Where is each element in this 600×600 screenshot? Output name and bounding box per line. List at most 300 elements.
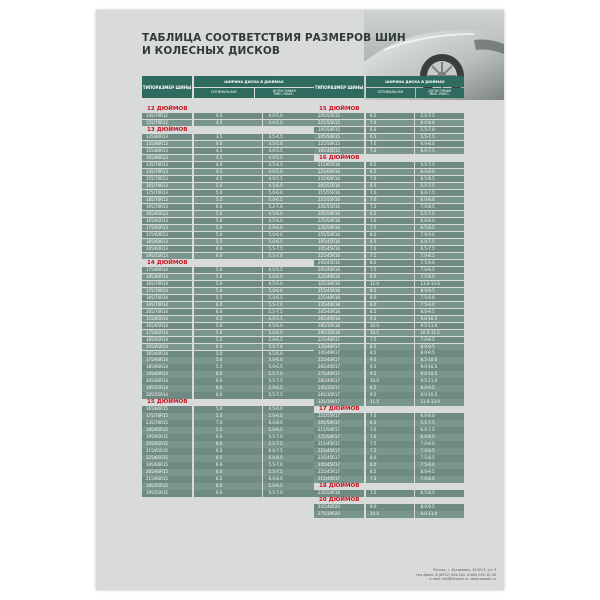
optimal-width-cell: 7.0	[366, 434, 414, 440]
optimal-width-cell: 5.5	[194, 427, 262, 433]
allowed-range-cell: 5.0-6.0	[263, 232, 315, 238]
table-row	[142, 476, 314, 482]
tire-size-cell: 195/60R14	[142, 371, 192, 377]
table-row	[142, 344, 314, 350]
tire-size-cell: 335/35R17	[314, 399, 364, 405]
table-row	[314, 399, 464, 405]
table-row	[142, 483, 314, 489]
table-row	[314, 448, 464, 454]
allowed-range-cell: 4.5-5.5	[263, 267, 315, 273]
optimal-width-cell: 6.5	[366, 183, 414, 189]
tire-size-cell: 255/40R17	[314, 357, 364, 363]
table-row	[142, 462, 314, 468]
table-row	[142, 211, 314, 217]
table-row	[314, 267, 464, 273]
tire-size-cell: 225/45R16	[314, 253, 364, 259]
optimal-width-cell: 6.0	[194, 378, 262, 384]
table-row	[314, 246, 464, 252]
tire-size-cell: 205/60R13	[142, 246, 192, 252]
tire-size-cell: 135/70R13	[142, 162, 192, 168]
optimal-width-cell: 5.0	[194, 281, 262, 287]
section-title: 15 ДЮЙМОВ	[147, 399, 188, 406]
contact-footer	[386, 568, 496, 582]
table-row	[142, 351, 314, 357]
tire-size-cell: 225/45R17	[314, 448, 364, 454]
tire-size-cell: 265/35R17	[314, 392, 364, 398]
optimal-width-cell: 6.0	[194, 392, 262, 398]
optimal-width-cell: 7.0	[366, 427, 414, 433]
allowed-range-cell: 7.5-9.0	[415, 302, 465, 308]
optimal-width-cell: 9.0	[366, 504, 414, 510]
tire-size-cell: 205/55R15	[314, 113, 364, 119]
optimal-width-cell: 4.5	[194, 176, 262, 182]
allowed-range-cell: 5.0-6.5	[263, 295, 315, 301]
optimal-width-cell: 5.0	[194, 406, 262, 412]
table-row	[314, 427, 464, 433]
allowed-range-cell: 6.0-8.0	[263, 455, 315, 461]
table-row	[314, 504, 464, 510]
table-row	[142, 218, 314, 224]
allowed-range-cell: 6.0-8.0	[263, 420, 315, 426]
optimal-width-cell: 10.0	[366, 378, 414, 384]
allowed-range-cell: 6.0-8.0	[415, 141, 465, 147]
optimal-width-cell: 12.0	[366, 281, 414, 287]
tire-size-cell: 255/45R18	[314, 288, 364, 294]
tire-size-cell: 205/50R17	[314, 420, 364, 426]
optimal-width-cell: 7.0	[194, 420, 262, 426]
section-rows	[142, 134, 314, 259]
allowed-range-cell: 5.5-7.5	[415, 162, 465, 168]
header-rim-group: ШИРИНА ДИСКА В ДЮЙМАХ	[194, 76, 314, 87]
section-rows	[314, 113, 464, 154]
allowed-range-cell: 6.0-7.5	[415, 427, 465, 433]
header-tire-size: ТИПОРАЗМЕР ШИНЫ	[314, 76, 364, 98]
footer-address: Россия, г. Астрахань, 414013, ул. 3	[433, 568, 496, 573]
allowed-range-cell: 6.0-8.0	[415, 120, 465, 126]
tire-size-cell: 165/65R13	[142, 211, 192, 217]
optimal-width-cell: 8.0	[366, 302, 414, 308]
table-row	[314, 232, 464, 238]
table-row	[142, 371, 314, 377]
right-table-body	[314, 106, 464, 518]
tire-size-cell: 225/55R15	[314, 120, 364, 126]
tire-size-cell: 195/45R16	[314, 239, 364, 245]
optimal-width-cell: 8.5	[366, 288, 414, 294]
optimal-width-cell: 5.5	[194, 337, 262, 343]
tire-size-cell: 205/55R14	[142, 392, 192, 398]
table-row	[142, 288, 314, 294]
allowed-range-cell: 5.5-7.0	[263, 434, 315, 440]
table-row	[142, 427, 314, 433]
table-row	[314, 413, 464, 419]
section-title: 12 ДЮЙМОВ	[147, 106, 188, 112]
optimal-width-cell: 8.5	[366, 344, 414, 350]
allowed-range-cell: 5.0-6.5	[263, 239, 315, 245]
table-row	[314, 490, 464, 496]
tire-size-cell: 235/60R16	[314, 176, 364, 182]
table-row	[314, 392, 464, 398]
optimal-width-cell: 7.0	[366, 141, 414, 147]
tire-size-cell: 175/60R14	[142, 357, 192, 363]
allowed-range-cell: 8.5-10.0	[415, 357, 465, 363]
optimal-width-cell: 5.0	[194, 225, 262, 231]
optimal-width-cell: 6.0	[194, 441, 262, 447]
optimal-width-cell: 7.0	[366, 176, 414, 182]
optimal-width-cell: 8.5	[366, 385, 414, 391]
table-row	[314, 441, 464, 447]
tire-size-cell: 235/50R18	[314, 490, 364, 496]
tire-size-cell: 185/55R14	[142, 385, 192, 391]
allowed-range-cell: 6.0-8.0	[415, 169, 465, 175]
table-row	[142, 148, 314, 154]
allowed-range-cell: 9.0-10.5	[415, 364, 465, 370]
table-row	[314, 295, 464, 301]
allowed-range-cell: 5.0-6.0	[263, 330, 315, 336]
allowed-range-cell: 7.5-9.0	[415, 274, 465, 280]
table-row	[314, 211, 464, 217]
table-row	[314, 218, 464, 224]
allowed-range-cell: 5.5-7.0	[263, 344, 315, 350]
allowed-range-cell: 3.5-4.5	[263, 162, 315, 168]
tire-size-cell: 275/40R17	[314, 371, 364, 377]
optimal-width-cell: 6.5	[194, 476, 262, 482]
table-row	[142, 232, 314, 238]
allowed-range-cell: 6.5-8.5	[415, 176, 465, 182]
optimal-width-cell: 7.0	[366, 120, 414, 126]
table-row	[314, 309, 464, 315]
table-row	[142, 413, 314, 419]
table-row	[314, 316, 464, 322]
tire-size-cell: 185/60R13	[142, 239, 192, 245]
optimal-width-cell: 6.0	[194, 302, 262, 308]
tire-size-cell: 225/40R17	[314, 337, 364, 343]
allowed-range-cell: 6.0-8.0	[415, 218, 465, 224]
optimal-width-cell: 6.0	[194, 483, 262, 489]
tire-size-cell: 285/35R18	[314, 323, 364, 329]
allowed-range-cell: 5.5-7.5	[415, 134, 465, 140]
tire-size-cell: 215/40R17	[314, 476, 364, 482]
allowed-range-cell: 4.0-5.5	[263, 155, 315, 161]
optimal-width-cell: 6.5	[366, 420, 414, 426]
allowed-range-cell: 10.0-11.5	[415, 330, 465, 336]
optimal-width-cell: 7.0	[366, 413, 414, 419]
right-column	[314, 76, 464, 518]
allowed-range-cell: 7.0-9.0	[415, 232, 465, 238]
allowed-range-cell: 8.0-9.5	[415, 469, 465, 475]
allowed-range-cell: 4.5-6.0	[263, 351, 315, 357]
tire-size-cell: 245/35R17	[314, 385, 364, 391]
tire-size-cell: 265/40R18	[314, 316, 364, 322]
optimal-width-cell: 6.0	[366, 274, 414, 280]
optimal-width-cell: 6.0	[194, 309, 262, 315]
optimal-width-cell: 8.0	[366, 295, 414, 301]
allowed-range-cell: 8.0-9.5	[415, 309, 465, 315]
table-row	[142, 392, 314, 398]
allowed-range-cell: 5.0-6.5	[263, 197, 315, 203]
allowed-range-cell: 3.5-4.5	[263, 134, 315, 140]
tire-size-cell: 325/30R16	[314, 281, 364, 287]
table-row	[142, 155, 314, 161]
allowed-range-cell: 5.0-6.5	[263, 483, 315, 489]
table-row	[142, 295, 314, 301]
optimal-width-cell: 6.0	[194, 385, 262, 391]
table-row	[142, 239, 314, 245]
optimal-width-cell: 7.5	[366, 448, 414, 454]
optimal-width-cell: 6.5	[366, 169, 414, 175]
optimal-width-cell: 5.5	[194, 239, 262, 245]
tire-size-cell: 215/45R17	[314, 441, 364, 447]
allowed-range-cell: 7.0-8.5	[415, 448, 465, 454]
optimal-width-cell: 4.0	[194, 162, 262, 168]
table-row	[142, 162, 314, 168]
optimal-width-cell: 7.0	[366, 148, 414, 154]
allowed-range-cell: 8.0-9.5	[415, 385, 465, 391]
allowed-range-cell: 5.5-7.5	[263, 246, 315, 252]
optimal-width-cell: 7.5	[366, 267, 414, 273]
tire-size-cell: 195/60R15	[142, 462, 192, 468]
header-tire-size: ТИПОРАЗМЕР ШИНЫ	[142, 76, 192, 98]
table-row	[142, 253, 314, 259]
allowed-range-cell: 8.0-9.5	[415, 288, 465, 294]
tire-size-cell: 245/45R17	[314, 462, 364, 468]
table-row	[314, 364, 464, 370]
allowed-range-cell: 7.0-8.0	[415, 476, 465, 482]
table-row	[142, 441, 314, 447]
optimal-width-cell: 5.0	[194, 183, 262, 189]
allowed-range-cell: 5.5-7.5	[415, 183, 465, 189]
table-header	[314, 76, 464, 98]
tire-size-cell: 165/80R15	[142, 406, 192, 412]
allowed-range-cell: 5.0-6.5	[263, 337, 315, 343]
table-row	[314, 239, 464, 245]
allowed-range-cell: 4.5-6.0	[263, 323, 315, 329]
tire-size-cell: 195/70R14	[142, 302, 192, 308]
table-row	[314, 183, 464, 189]
tire-size-cell: 165/70R14	[142, 281, 192, 287]
table-row	[314, 127, 464, 133]
allowed-range-cell: 9.5-11.0	[415, 323, 465, 329]
optimal-width-cell: 5.0	[194, 330, 262, 336]
table-row	[314, 148, 464, 154]
tire-size-cell: 205/60R15	[142, 469, 192, 475]
tire-size-cell: 295/35R18	[314, 330, 364, 336]
optimal-width-cell: 10.5	[366, 330, 414, 336]
optimal-width-cell: 4.0	[194, 141, 262, 147]
tire-size-cell: 165/65R13	[142, 218, 192, 224]
optimal-width-cell: 4.5	[194, 113, 262, 119]
table-row	[314, 378, 464, 384]
tire-size-cell: 175/70R15	[142, 413, 192, 419]
tire-size-cell: 205/45R16	[314, 246, 364, 252]
optimal-width-cell: 7.5	[366, 441, 414, 447]
optimal-width-cell: 4.5	[194, 169, 262, 175]
allowed-range-cell: 7.0-8.5	[415, 204, 465, 210]
table-row	[314, 274, 464, 280]
allowed-range-cell: 6.5-8.5	[415, 225, 465, 231]
tire-size-cell: 245/55R16	[314, 204, 364, 210]
allowed-range-cell: 6.0-8.0	[263, 476, 315, 482]
allowed-range-cell: 9.0-10.5	[415, 392, 465, 398]
optimal-width-cell: 5.0	[194, 232, 262, 238]
tire-size-cell: 225/50R17	[314, 434, 364, 440]
optimal-width-cell: 5.0	[194, 190, 262, 196]
tire-size-cell: 175/70R13	[142, 190, 192, 196]
table-row	[142, 434, 314, 440]
optimal-width-cell: 11.5	[366, 399, 414, 405]
allowed-range-cell: 7.0-8.0	[415, 441, 465, 447]
optimal-width-cell: 6.0	[194, 469, 262, 475]
allowed-range-cell: 5.5-7.0	[263, 490, 315, 496]
table-row	[142, 113, 314, 119]
tire-size-cell: 185/65R14	[142, 337, 192, 343]
section-title: 15 ДЮЙМОВ	[319, 106, 360, 112]
tire-size-cell: 255/45R17	[314, 469, 364, 475]
optimal-width-cell: 4.5	[194, 120, 262, 126]
table-row	[314, 120, 464, 126]
optimal-width-cell: 5.5	[194, 197, 262, 203]
section-rows	[314, 490, 464, 496]
table-row	[142, 448, 314, 454]
allowed-range-cell: 6.5-8.5	[415, 490, 465, 496]
table-row	[142, 190, 314, 196]
optimal-width-cell: 9.0	[366, 357, 414, 363]
tire-size-cell: 225/65R15	[142, 455, 192, 461]
optimal-width-cell: 6.5	[366, 134, 414, 140]
table-row	[314, 385, 464, 391]
allowed-range-cell: 9.5-11.0	[415, 378, 465, 384]
table-row	[314, 281, 464, 287]
allowed-range-cell: 5.0-6.0	[263, 413, 315, 419]
table-row	[142, 364, 314, 370]
section-rows	[314, 162, 464, 266]
tire-size-cell: 205/65R15	[142, 441, 192, 447]
allowed-range-cell: 6.0-8.0	[415, 413, 465, 419]
tire-size-cell: 215/55R16	[314, 190, 364, 196]
allowed-range-cell: 7.0-8.5	[415, 253, 465, 259]
allowed-range-cell: 5.0-6.0	[263, 288, 315, 294]
table-row	[142, 323, 314, 329]
optimal-width-cell: 6.5	[366, 162, 414, 168]
tire-size-cell: 185/65R15	[142, 427, 192, 433]
table-row	[314, 176, 464, 182]
optimal-width-cell: 6.0	[194, 344, 262, 350]
tire-size-cell: 195/70R13	[142, 204, 192, 210]
optimal-width-cell: 5.0	[194, 218, 262, 224]
table-row	[314, 371, 464, 377]
optimal-width-cell: 7.0	[366, 190, 414, 196]
tire-size-cell: 245/45R16	[314, 260, 364, 266]
table-row	[142, 281, 314, 287]
tire-size-cell: 205/60R14	[142, 378, 192, 384]
optimal-width-cell: 6.5	[366, 211, 414, 217]
allowed-range-cell: 4.5-6.0	[263, 183, 315, 189]
tire-size-cell: 155/70R13	[142, 176, 192, 182]
allowed-range-cell: 4.5-6.0	[263, 211, 315, 217]
section-title: 17 ДЮЙМОВ	[319, 406, 360, 413]
allowed-range-cell: 5.5-7.5	[263, 392, 315, 398]
tire-size-cell: 225/55R17	[314, 413, 364, 419]
tire-size-cell: 175/65R14	[142, 330, 192, 336]
tire-size-cell: 235/40R18	[314, 302, 364, 308]
optimal-width-cell: 8.0	[366, 232, 414, 238]
section-rows	[142, 113, 314, 126]
allowed-range-cell: 8.0-9.5	[415, 344, 465, 350]
optimal-width-cell: 5.0	[194, 323, 262, 329]
tire-size-cell: 225/50R16	[314, 218, 364, 224]
allowed-range-cell: 6.5-7.5	[415, 246, 465, 252]
tire-size-cell: 245/40R17	[314, 350, 364, 356]
tire-size-cell: 215/50R17	[314, 427, 364, 433]
table-row	[314, 204, 464, 210]
tire-size-cell: 245/40R18	[314, 309, 364, 315]
allowed-range-cell: 5.0-6.0	[263, 274, 315, 280]
optimal-width-cell: 6.5	[366, 113, 414, 119]
optimal-width-cell: 5.0	[194, 351, 262, 357]
optimal-width-cell: 5.0	[194, 288, 262, 294]
optimal-width-cell: 8.5	[366, 469, 414, 475]
allowed-range-cell: 5.0-6.5	[263, 427, 315, 433]
optimal-width-cell: 6.0	[194, 490, 262, 496]
section-title: 16 ДЮЙМОВ	[319, 154, 360, 161]
table-row	[142, 225, 314, 231]
section-rows	[314, 413, 464, 482]
tire-size-cell: 195/55R13	[142, 253, 192, 259]
optimal-width-cell: 4.5	[194, 316, 262, 322]
tire-size-cell: 175/60R13	[142, 232, 192, 238]
table-row	[314, 455, 464, 461]
optimal-width-cell: 8.5	[366, 350, 414, 356]
table-row	[142, 204, 314, 210]
table-row	[314, 462, 464, 468]
tire-size-cell: 195/55R15	[142, 490, 192, 496]
optimal-width-cell: 6.5	[366, 239, 414, 245]
allowed-range-cell: 8.0-9.5	[415, 504, 465, 510]
allowed-range-cell: 5.0-6.0	[263, 225, 315, 231]
table-row	[314, 253, 464, 259]
allowed-range-cell: 5.5-7.5	[263, 309, 315, 315]
table-row	[142, 169, 314, 175]
header-rim-group: ШИРИНА ДИСКА В ДЮЙМАХ	[366, 76, 464, 87]
tire-size-cell: 235/40R17	[314, 344, 364, 350]
tire-size-cell: 255/50R16	[314, 232, 364, 238]
header-allowed: ДОПУСТИМАЯ МИН.-МАКС.	[416, 88, 465, 98]
allowed-range-cell: 7.5-9.0	[415, 295, 465, 301]
optimal-width-cell: 7.0	[366, 197, 414, 203]
tire-size-cell: 225/40R18	[314, 295, 364, 301]
allowed-range-cell: 5.0-6.5	[263, 364, 315, 370]
allowed-range-cell: 3.5-5.0	[263, 141, 315, 147]
allowed-range-cell: 5.0-6.5	[263, 385, 315, 391]
table-row	[142, 330, 314, 336]
table-row	[314, 113, 464, 119]
tire-size-cell: 145/70R12	[142, 113, 192, 119]
optimal-width-cell: 9.5	[366, 371, 414, 377]
allowed-range-cell: 7.5-9.0	[415, 462, 465, 468]
poster	[96, 10, 504, 590]
allowed-range-cell: 5.2-7.0	[263, 204, 315, 210]
allowed-range-cell: 7.5-9.0	[415, 260, 465, 266]
optimal-width-cell: 6.0	[194, 204, 262, 210]
allowed-range-cell: 7.0-8.5	[415, 337, 465, 343]
tire-size-cell: 175/80R14	[142, 267, 192, 273]
footer-email: e-mail: info@rossshi.ru, www.rossshi.ru	[429, 577, 496, 582]
optimal-width-cell: 7.0	[366, 246, 414, 252]
tire-size-cell: 195/65R14	[142, 344, 192, 350]
tire-size-cell: 145/80R13	[142, 141, 192, 147]
table-row	[142, 420, 314, 426]
tire-size-cell: 185/60R14	[142, 364, 192, 370]
tire-size-cell: 215/60R15	[142, 476, 192, 482]
